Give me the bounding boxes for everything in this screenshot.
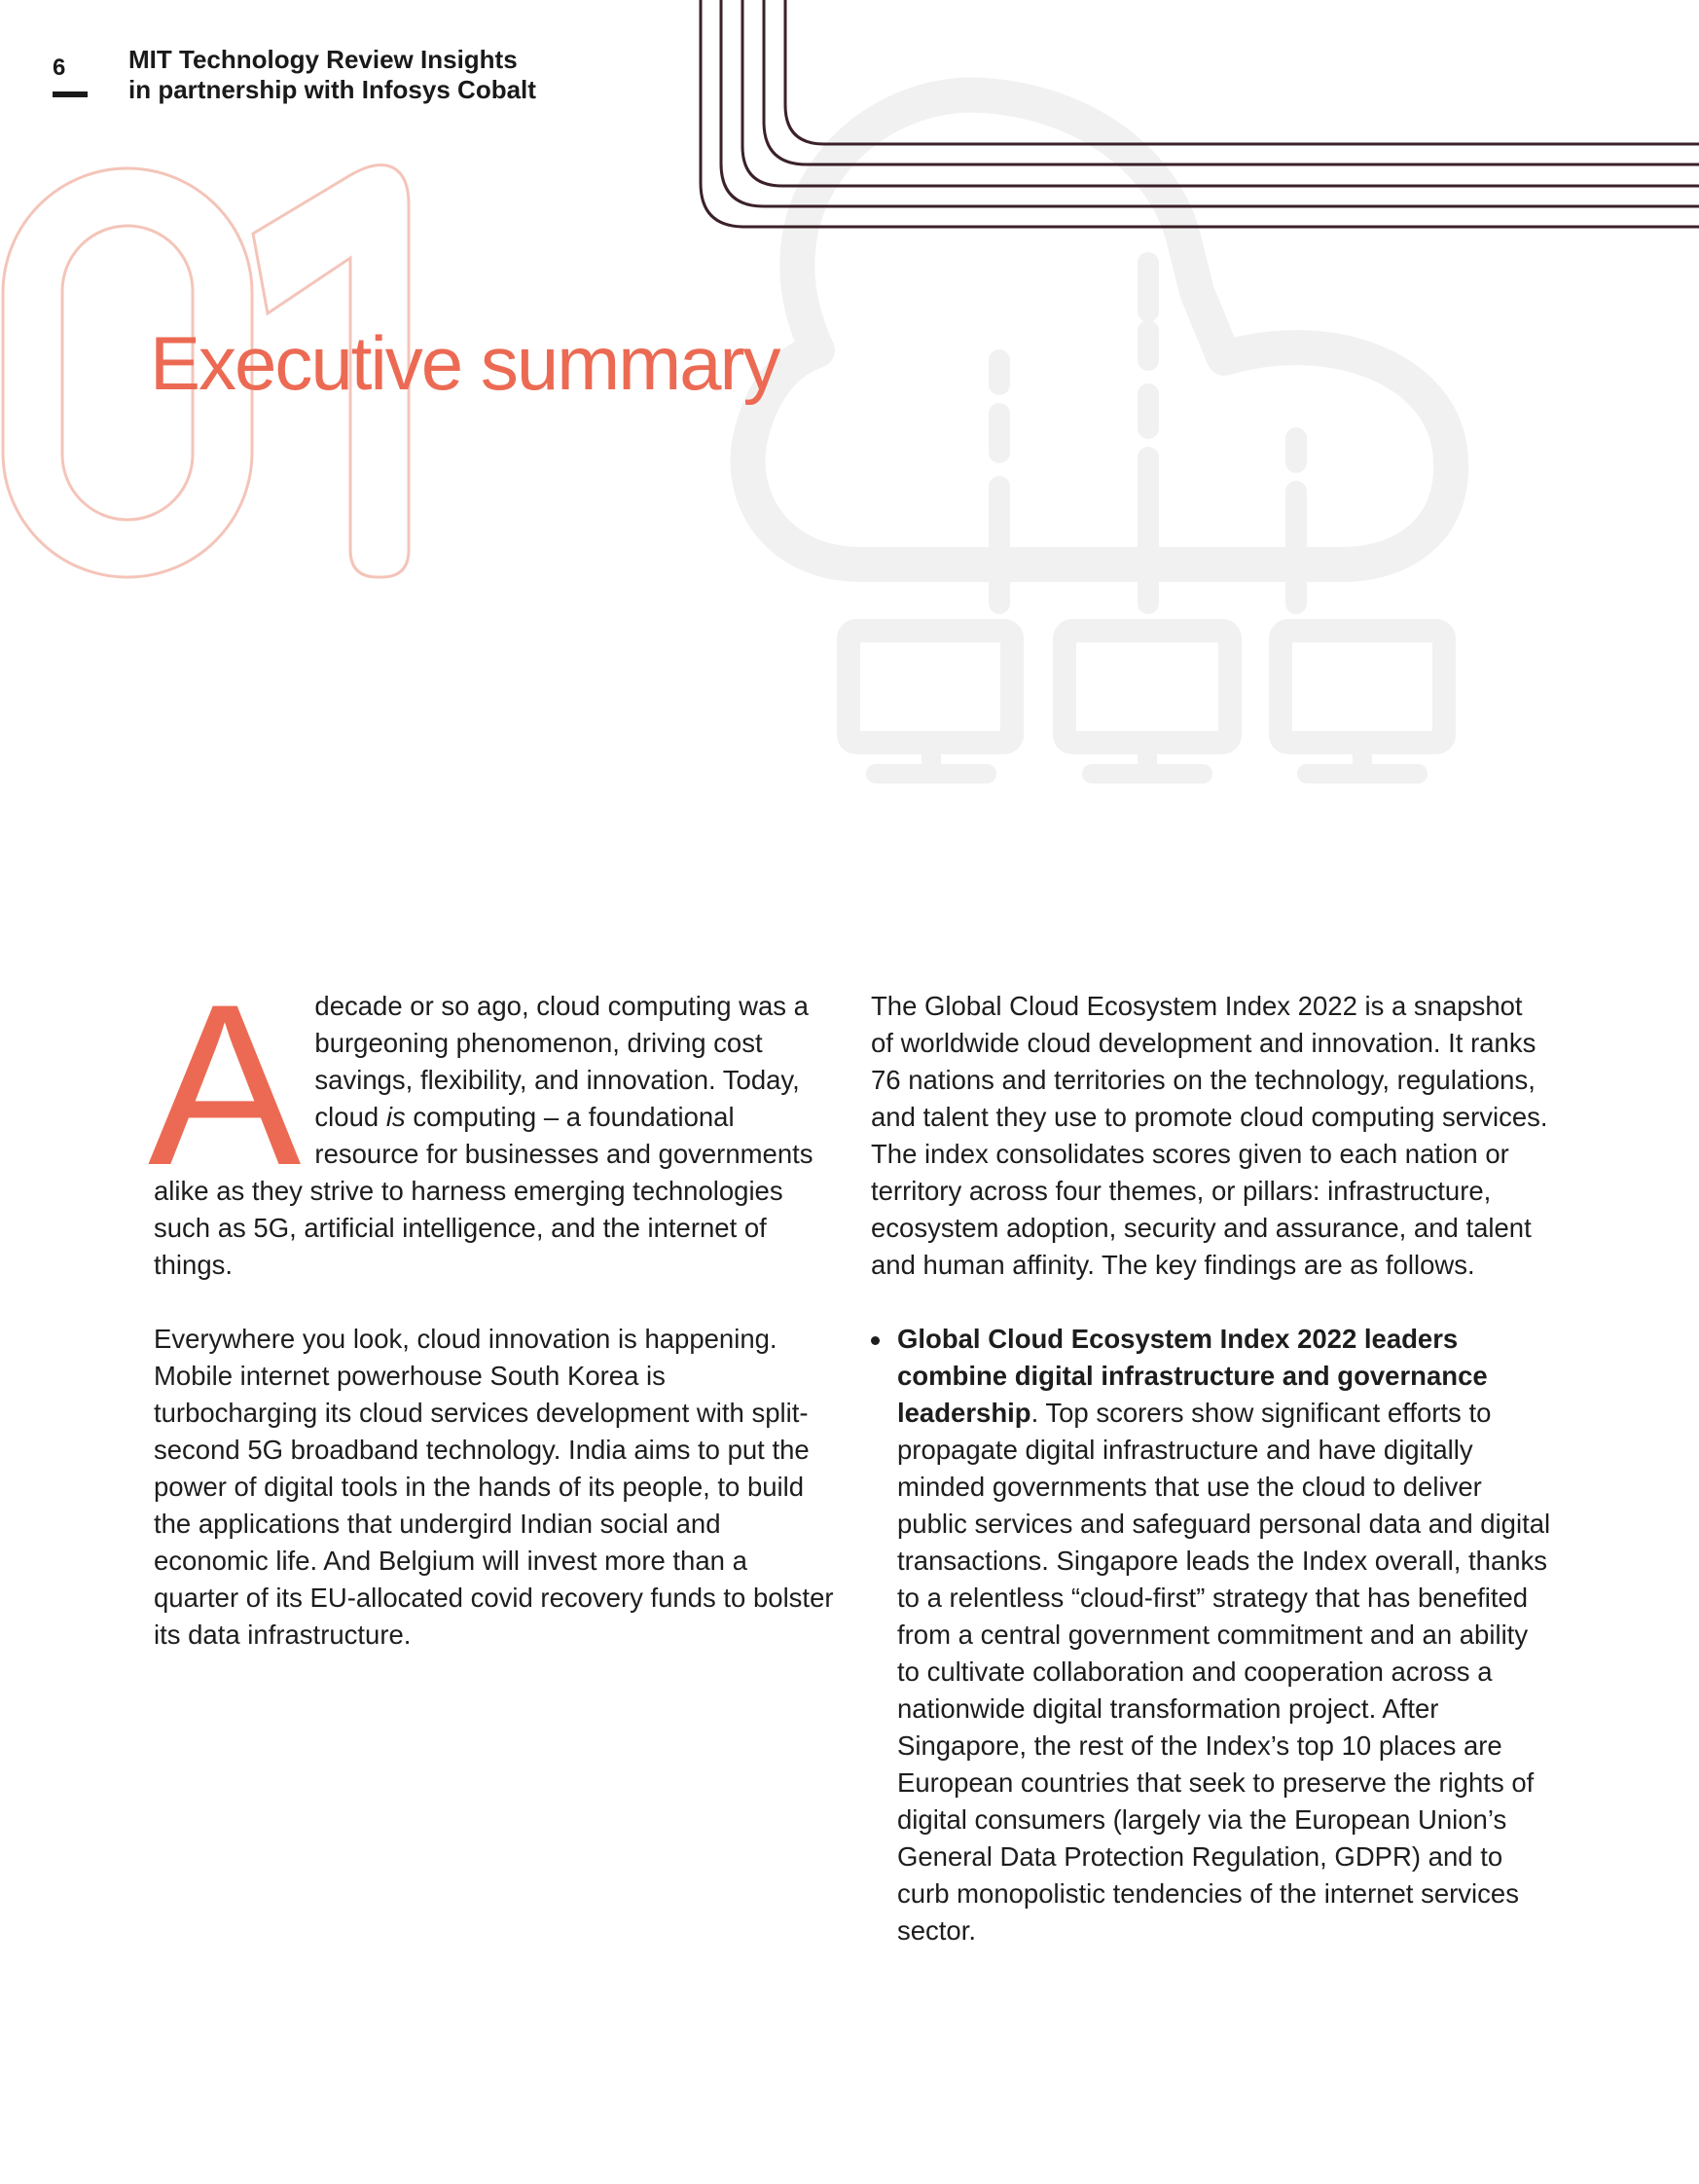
key-finding-text: . Top scorers show significant efforts to propagate digital infrastructure and have digitally minded governments that use the cloud to deliver public services and safeguard personal data and digital transactions. Singapore leads the Index overall, thanks to a relentless “cloud-first” strategy that has benefited from a central government commitment and an ability to cultivate collaboration and cooperation across a nationwide digital transformation project. After Singapore, the rest of the Index’s top 10 places are European countries that seek to preserve the rights of digital consumers (largely via the European Union’s General Data Protection Regulation, GDPR) and to curb monopolistic tendencies of the internet services sector.	[897, 1398, 1551, 1946]
intro-paragraph	[148, 957, 835, 1284]
key-finding-heading: Global Cloud Ecosystem Index 2022 leaders combine digital infrastructure and governance leadership	[897, 1324, 1488, 1428]
intro-text-continued: computing – a foundational resource for businesses and governments alike as they strive to harness emerging technologies such as 5G, artificial intelligence, and the internet of things.	[154, 1102, 813, 1280]
bullet-icon	[871, 1336, 880, 1345]
index-intro-paragraph: The Global Cloud Ecosystem Index 2022 is a snapshot of worldwide cloud development and innovation. It ranks 76 nations and territories on the technology, regulations, and talent they use to promote cloud computing services. The index consolidates scores given to each nation or territory across four themes, or pillars: infrastructure, ecosystem adoption, security and assurance, and talent and human affinity. The key findings are as follows.	[871, 991, 1548, 1280]
page-title: Executive summary	[150, 320, 779, 406]
key-finding-item	[871, 1321, 1552, 1949]
intro-emphasis: is	[385, 1102, 406, 1132]
drop-cap: A	[148, 957, 302, 1214]
page-number: 6	[53, 55, 66, 81]
masthead-line-1: MIT Technology Review Insights	[128, 45, 518, 74]
right-column	[871, 988, 1552, 1949]
left-column	[148, 957, 835, 1654]
key-findings-list	[871, 1321, 1552, 1949]
body-paragraph: Everywhere you look, cloud innovation is happening. Mobile internet powerhouse South Korea is turbocharging its cloud services development with split-second 5G broadband technology. India aims to put the power of digital tools in the hands of its people, to build the applications that undergird Indian social and economic life. And Belgium will invest more than a quarter of its EU-allocated covid recovery funds to bolster its data infrastructure.	[154, 1324, 834, 1650]
intro-text: decade or so ago, cloud computing was a burgeoning phenomenon, driving cost savings, flexibility, and innovation. Today, cloud	[314, 991, 809, 1132]
cloud-network-icon	[747, 95, 1451, 774]
masthead-line-2: in partnership with Infosys Cobalt	[128, 75, 536, 104]
decorative-lines	[701, 0, 1699, 227]
